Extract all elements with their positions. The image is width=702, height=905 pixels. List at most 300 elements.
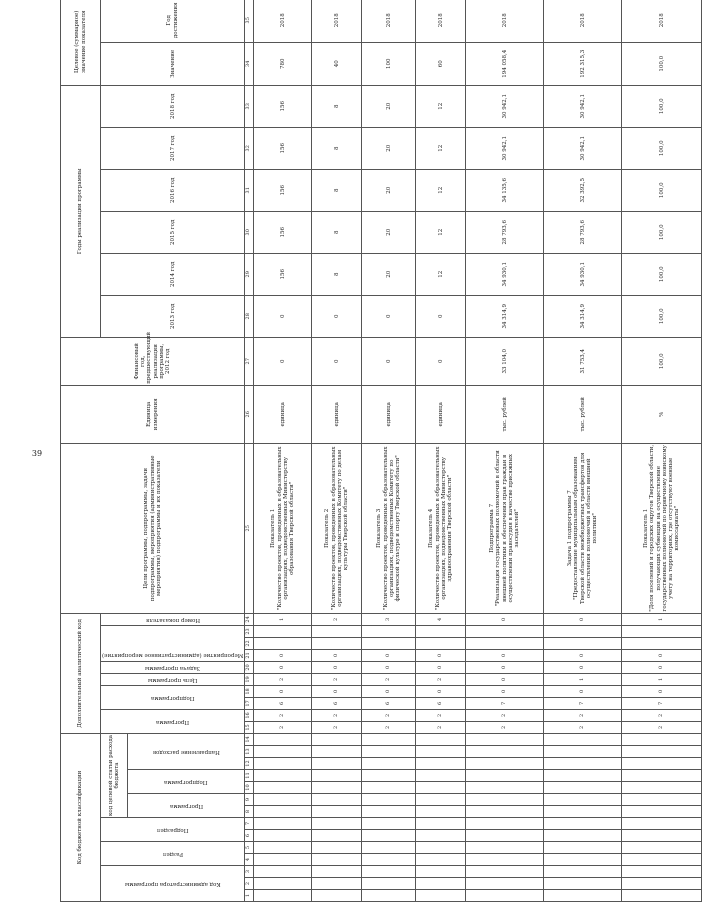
analytic-code-cell — [312, 625, 362, 637]
budget-code-cell — [466, 794, 544, 806]
analytic-code-cell: 0 — [254, 661, 312, 673]
target-item-group-header: код целевой статьи расхода бюджета — [101, 733, 128, 817]
row-year-value: 156 — [254, 85, 312, 127]
analytic-code-cell: 0 — [362, 649, 416, 661]
row-value-2012: 0 — [362, 337, 416, 385]
analytic-code-cell — [254, 637, 312, 649]
column-number: 19 — [245, 673, 254, 685]
an-activity-label: Мероприятие (административное мероприятие) — [102, 652, 244, 659]
row-description: Показатель 1 "Доля поселений и городских округов Тверской области, получающих субвенции на осуществление государственных полномочий по первичному воинскому учету на территориях, где отсутствуют военные комиссариаты" — [622, 443, 702, 613]
budget-code-cell — [622, 842, 702, 854]
row-year-value: 100,0 — [622, 85, 702, 127]
program-indicators-table — [60, 0, 702, 902]
section-header — [101, 842, 245, 866]
budget-code-cell — [312, 818, 362, 830]
budget-code-cell — [466, 878, 544, 890]
row-year-value: 12 — [416, 127, 466, 169]
budget-code-cell — [622, 818, 702, 830]
column-number: 31 — [245, 169, 254, 211]
budget-code-cell — [312, 866, 362, 878]
row-description: Показатель 1 "Количество проектов, проведенных в образовательных организациях, подведомственных Министерству образования Тверской области" — [254, 443, 312, 613]
analytic-code-cell: 3 — [362, 613, 416, 625]
analytic-code-cell — [362, 625, 416, 637]
budget-code-cell — [622, 878, 702, 890]
budget-code-cell — [466, 890, 544, 902]
row-year-value: 12 — [416, 211, 466, 253]
row-value-2012: 31 753,4 — [544, 337, 622, 385]
analytic-code-cell: 7 — [622, 697, 702, 709]
program-label: Программа — [169, 802, 203, 809]
year-2017-header: 2017 год — [101, 127, 245, 169]
column-number: 14 — [245, 733, 254, 745]
analytic-code-cell: 1 — [622, 613, 702, 625]
budget-code-cell — [254, 733, 312, 745]
analytic-code-cell: 1 — [622, 673, 702, 685]
analytic-code-cell: 0 — [466, 673, 544, 685]
analytic-code-cell: 0 — [362, 661, 416, 673]
row-year-value: 30 942,1 — [544, 127, 622, 169]
table-row — [466, 0, 544, 902]
column-number: 18 — [245, 685, 254, 697]
column-number: 10 — [245, 782, 254, 794]
budget-code-cell — [362, 878, 416, 890]
table-row — [254, 0, 312, 902]
budget-code-cell — [544, 866, 622, 878]
analytic-code-cell: 0 — [416, 661, 466, 673]
analytic-code-cell: 2 — [254, 721, 312, 733]
row-year-value: 12 — [416, 85, 466, 127]
table-row — [416, 0, 466, 902]
table-body — [254, 0, 702, 902]
column-number: 16 — [245, 709, 254, 721]
budget-code-cell — [544, 854, 622, 866]
budget-code-cell — [416, 794, 466, 806]
analytic-code-cell: 0 — [544, 685, 622, 697]
an-goal-label: Цель программы — [147, 676, 198, 683]
budget-code-cell — [466, 746, 544, 758]
analytic-code-cell — [544, 637, 622, 649]
budget-code-cell — [312, 746, 362, 758]
analytic-code-cell: 0 — [312, 661, 362, 673]
analytic-code-cell: 2 — [362, 709, 416, 721]
analytic-code-cell: 6 — [362, 697, 416, 709]
column-number: 24 — [245, 613, 254, 625]
column-number: 7 — [245, 818, 254, 830]
row-year-value: 0 — [416, 295, 466, 337]
budget-code-cell — [254, 890, 312, 902]
budget-code-cell — [416, 733, 466, 745]
analytic-code-cell — [254, 625, 312, 637]
analytic-code-cell: 0 — [466, 649, 544, 661]
budget-code-cell — [622, 890, 702, 902]
column-number: 12 — [245, 758, 254, 770]
budget-code-cell — [312, 842, 362, 854]
budget-code-cell — [544, 806, 622, 818]
analytic-code-cell: 1 — [254, 613, 312, 625]
row-year-value: 8 — [312, 127, 362, 169]
budget-code-cell — [362, 890, 416, 902]
fin-2012-header: Финансовый год, предшествующий реализации программы, 2012 год — [61, 337, 245, 385]
subprogram-header — [127, 770, 244, 794]
column-number: 23 — [245, 625, 254, 637]
row-year-value: 0 — [312, 295, 362, 337]
budget-code-cell — [622, 806, 702, 818]
table-row — [544, 0, 622, 902]
analytic-code-cell: 2 — [312, 673, 362, 685]
column-number: 8 — [245, 806, 254, 818]
analytic-code-cell: 2 — [312, 721, 362, 733]
budget-code-cell — [362, 866, 416, 878]
row-year-value: 8 — [312, 169, 362, 211]
column-number: 2 — [245, 878, 254, 890]
column-number: 17 — [245, 697, 254, 709]
row-unit: % — [622, 385, 702, 443]
row-unit: единица — [254, 385, 312, 443]
an-task-header — [101, 661, 245, 673]
an-subprogram-header — [101, 685, 245, 709]
budget-code-cell — [466, 854, 544, 866]
budget-code-cell — [622, 794, 702, 806]
page-number: 39 — [31, 449, 43, 458]
budget-code-cell — [362, 758, 416, 770]
column-number: 9 — [245, 794, 254, 806]
budget-code-cell — [544, 842, 622, 854]
program-header — [127, 794, 244, 818]
row-final-value: 194 058,4 — [466, 42, 544, 85]
analytic-code-cell — [312, 637, 362, 649]
analytic-code-cell: 2 — [544, 709, 622, 721]
analytic-code-cell: 0 — [362, 685, 416, 697]
row-description: Показатель 2 "Количество проектов, проведенных в образовательных организациях, подведомственных Комитету по делам культуры Тверской области" — [312, 443, 362, 613]
budget-code-cell — [622, 866, 702, 878]
budget-code-cell — [416, 746, 466, 758]
row-unit: единица — [362, 385, 416, 443]
budget-code-cell — [254, 878, 312, 890]
column-number: 22 — [245, 637, 254, 649]
column-number: 29 — [245, 253, 254, 295]
budget-code-cell — [466, 733, 544, 745]
column-number: 15 — [245, 721, 254, 733]
analytic-code-cell: 0 — [312, 685, 362, 697]
row-year-value: 28 793,6 — [544, 211, 622, 253]
budget-code-cell — [362, 733, 416, 745]
row-final-year: 2018 — [416, 0, 466, 42]
row-year-value: 20 — [362, 127, 416, 169]
row-value-2012: 100,0 — [622, 337, 702, 385]
an-program-header — [101, 709, 245, 733]
an-indicator-header — [101, 613, 245, 625]
row-year-value: 8 — [312, 211, 362, 253]
budget-code-group-header: Код бюджетной классификации — [61, 733, 101, 901]
budget-code-cell — [622, 758, 702, 770]
budget-code-cell — [544, 818, 622, 830]
an-activity-header — [101, 625, 245, 661]
column-number: 35 — [245, 0, 254, 42]
row-final-year: 2018 — [312, 0, 362, 42]
budget-code-cell — [254, 866, 312, 878]
row-final-year: 2018 — [466, 0, 544, 42]
budget-code-cell — [312, 733, 362, 745]
analytic-code-cell: 7 — [544, 697, 622, 709]
budget-code-cell — [622, 830, 702, 842]
row-final-year: 2018 — [622, 0, 702, 42]
analytic-code-cell — [466, 637, 544, 649]
column-number-row — [245, 0, 254, 902]
an-subprogram-label: Подпрограмма — [150, 694, 195, 701]
analytic-code-cell — [544, 625, 622, 637]
analytic-code-cell — [466, 625, 544, 637]
year-2014-header: 2014 год — [101, 253, 245, 295]
column-number: 25 — [245, 443, 254, 613]
row-year-value: 100,0 — [622, 295, 702, 337]
row-unit: тыс. рублей — [466, 385, 544, 443]
budget-code-cell — [466, 830, 544, 842]
budget-code-cell — [416, 818, 466, 830]
analytic-code-cell — [416, 625, 466, 637]
admin-code-label: Код администратора программы — [124, 880, 221, 887]
analytic-code-cell: 2 — [416, 673, 466, 685]
budget-code-cell — [466, 818, 544, 830]
row-year-value: 30 942,1 — [544, 85, 622, 127]
subsection-label: Подраздел — [156, 826, 189, 833]
row-year-value: 156 — [254, 253, 312, 295]
analytic-code-cell: 0 — [416, 685, 466, 697]
final-year-header: Год достижения — [101, 0, 245, 42]
budget-code-cell — [312, 830, 362, 842]
budget-code-cell — [362, 770, 416, 782]
row-description: Подпрограмма 7 "Реализация государственных полномочий в области внешней политики и обеспечения прав граждан в осуществлении правосудия в качестве присяжных заседателей" — [466, 443, 544, 613]
analytic-code-cell: 2 — [416, 721, 466, 733]
column-number: 4 — [245, 854, 254, 866]
budget-code-cell — [312, 854, 362, 866]
row-year-value: 20 — [362, 169, 416, 211]
budget-code-cell — [416, 758, 466, 770]
an-task-label: Задача программы — [145, 664, 201, 671]
column-number: 33 — [245, 85, 254, 127]
row-unit: тыс. рублей — [544, 385, 622, 443]
analytic-code-cell: 2 — [312, 613, 362, 625]
analytic-code-cell: 2 — [254, 709, 312, 721]
budget-code-cell — [312, 878, 362, 890]
budget-code-cell — [466, 842, 544, 854]
analytic-code-cell: 1 — [544, 673, 622, 685]
column-number: 11 — [245, 770, 254, 782]
budget-code-cell — [544, 770, 622, 782]
budget-code-cell — [362, 818, 416, 830]
budget-code-cell — [466, 866, 544, 878]
analytic-code-cell — [622, 637, 702, 649]
row-year-value: 12 — [416, 253, 466, 295]
budget-code-cell — [622, 782, 702, 794]
analytic-code-cell: 2 — [254, 673, 312, 685]
budget-code-cell — [544, 890, 622, 902]
budget-code-cell — [544, 878, 622, 890]
budget-code-cell — [362, 842, 416, 854]
budget-code-cell — [362, 806, 416, 818]
budget-code-cell — [622, 854, 702, 866]
row-year-value: 100,0 — [622, 211, 702, 253]
budget-code-cell — [312, 782, 362, 794]
analytic-code-cell — [416, 637, 466, 649]
analytic-code-cell: 0 — [254, 685, 312, 697]
analytic-code-cell: 0 — [312, 649, 362, 661]
analytic-code-cell: 2 — [622, 709, 702, 721]
analytic-code-cell: 2 — [312, 709, 362, 721]
budget-code-cell — [416, 770, 466, 782]
analytic-code-group-header: Дополнительный аналитический код — [61, 613, 101, 733]
final-value-header: Значение — [101, 42, 245, 85]
row-year-value: 34 135,6 — [466, 169, 544, 211]
budget-code-cell — [254, 806, 312, 818]
analytic-code-cell: 7 — [466, 697, 544, 709]
expense-direction-label: Направление расходов — [152, 748, 220, 755]
column-number: 30 — [245, 211, 254, 253]
analytic-code-cell: 0 — [544, 661, 622, 673]
row-final-year: 2018 — [362, 0, 416, 42]
budget-code-cell — [466, 758, 544, 770]
row-final-year: 2018 — [544, 0, 622, 42]
budget-code-cell — [416, 842, 466, 854]
analytic-code-cell: 0 — [622, 649, 702, 661]
row-year-value: 156 — [254, 211, 312, 253]
row-year-value: 30 942,1 — [466, 127, 544, 169]
year-2016-header: 2016 год — [101, 169, 245, 211]
admin-code-header — [101, 866, 245, 902]
budget-code-cell — [254, 818, 312, 830]
row-value-2012: 0 — [416, 337, 466, 385]
analytic-code-cell: 0 — [622, 661, 702, 673]
an-indicator-label: Номер показателя — [145, 616, 200, 623]
row-final-value: 780 — [254, 42, 312, 85]
row-year-value: 100,0 — [622, 253, 702, 295]
row-year-value: 20 — [362, 85, 416, 127]
row-year-value: 0 — [362, 295, 416, 337]
analytic-code-cell: 0 — [416, 649, 466, 661]
budget-code-cell — [544, 782, 622, 794]
expense-direction-header — [127, 733, 244, 769]
column-number: 13 — [245, 746, 254, 758]
section-label: Раздел — [162, 850, 183, 857]
table-row — [622, 0, 702, 902]
row-year-value: 20 — [362, 253, 416, 295]
year-2015-header: 2015 год — [101, 211, 245, 253]
row-year-value: 12 — [416, 169, 466, 211]
budget-code-cell — [544, 758, 622, 770]
analytic-code-cell — [622, 625, 702, 637]
row-unit: единица — [312, 385, 362, 443]
budget-code-cell — [362, 854, 416, 866]
column-number: 5 — [245, 842, 254, 854]
column-number: 6 — [245, 830, 254, 842]
an-program-label: Программа — [156, 718, 190, 725]
budget-code-cell — [312, 890, 362, 902]
row-year-value: 100,0 — [622, 127, 702, 169]
column-number: 27 — [245, 337, 254, 385]
row-final-value: 60 — [416, 42, 466, 85]
years-group-header: Годы реализации программы — [61, 85, 101, 337]
row-final-value: 40 — [312, 42, 362, 85]
row-year-value: 20 — [362, 211, 416, 253]
analytic-code-cell: 2 — [416, 709, 466, 721]
budget-code-cell — [362, 782, 416, 794]
row-year-value: 34 314,9 — [544, 295, 622, 337]
subsection-header — [101, 818, 245, 842]
budget-code-cell — [254, 758, 312, 770]
budget-code-cell — [466, 782, 544, 794]
budget-code-cell — [312, 770, 362, 782]
row-description: Показатель 4 "Количество проектов, проведенных в образовательных организациях, подведомственных Министерству здравоохранения Тверской области" — [416, 443, 466, 613]
row-final-value: 100 — [362, 42, 416, 85]
row-final-year: 2018 — [254, 0, 312, 42]
budget-code-cell — [466, 806, 544, 818]
row-year-value: 8 — [312, 253, 362, 295]
analytic-code-cell: 2 — [622, 721, 702, 733]
column-number: 3 — [245, 866, 254, 878]
budget-code-cell — [254, 830, 312, 842]
analytic-code-cell: 0 — [622, 685, 702, 697]
an-goal-header — [101, 673, 245, 685]
row-year-value: 28 793,6 — [466, 211, 544, 253]
column-number: 1 — [245, 890, 254, 902]
row-final-value: 100,0 — [622, 42, 702, 85]
budget-code-cell — [622, 733, 702, 745]
column-number: 20 — [245, 661, 254, 673]
budget-code-cell — [416, 878, 466, 890]
column-number: 32 — [245, 127, 254, 169]
budget-code-cell — [254, 782, 312, 794]
row-value-2012: 0 — [312, 337, 362, 385]
budget-code-cell — [362, 794, 416, 806]
analytic-code-cell: 2 — [466, 721, 544, 733]
analytic-code-cell: 4 — [416, 613, 466, 625]
analytic-code-cell: 0 — [544, 613, 622, 625]
budget-code-cell — [254, 746, 312, 758]
row-year-value: 30 942,1 — [466, 85, 544, 127]
column-number: 21 — [245, 649, 254, 661]
budget-code-cell — [416, 782, 466, 794]
analytic-code-cell: 0 — [466, 685, 544, 697]
goals-header: Цели программы, подпрограммы, задачи подпрограммы, мероприятия (административные мероприятия) подпрограммы и их показатели — [61, 443, 245, 613]
budget-code-cell — [416, 854, 466, 866]
row-year-value: 8 — [312, 85, 362, 127]
subprogram-label: Подпрограмма — [164, 778, 208, 785]
budget-code-cell — [254, 794, 312, 806]
row-year-value: 0 — [254, 295, 312, 337]
budget-code-cell — [416, 830, 466, 842]
analytic-code-cell: 6 — [312, 697, 362, 709]
budget-code-cell — [466, 770, 544, 782]
budget-code-cell — [544, 746, 622, 758]
budget-code-cell — [416, 806, 466, 818]
budget-code-cell — [254, 842, 312, 854]
budget-code-cell — [622, 770, 702, 782]
row-description: Задача 1 подпрограммы 7 "Предоставление муниципальным образованиям Тверской области межбюджетных трансфертов для осуществления полномочий в области внешней политики" — [544, 443, 622, 613]
row-year-value: 34 930,1 — [544, 253, 622, 295]
column-number: 28 — [245, 295, 254, 337]
row-final-value: 192 315,3 — [544, 42, 622, 85]
row-value-2012: 0 — [254, 337, 312, 385]
analytic-code-cell: 2 — [362, 721, 416, 733]
unit-header: Единица измерения — [61, 385, 245, 443]
row-year-value: 34 930,1 — [466, 253, 544, 295]
budget-code-cell — [254, 854, 312, 866]
year-2013-header: 2013 год — [101, 295, 245, 337]
budget-code-cell — [362, 746, 416, 758]
budget-code-cell — [312, 758, 362, 770]
row-year-value: 32 392,5 — [544, 169, 622, 211]
budget-code-cell — [312, 806, 362, 818]
table-row — [312, 0, 362, 902]
